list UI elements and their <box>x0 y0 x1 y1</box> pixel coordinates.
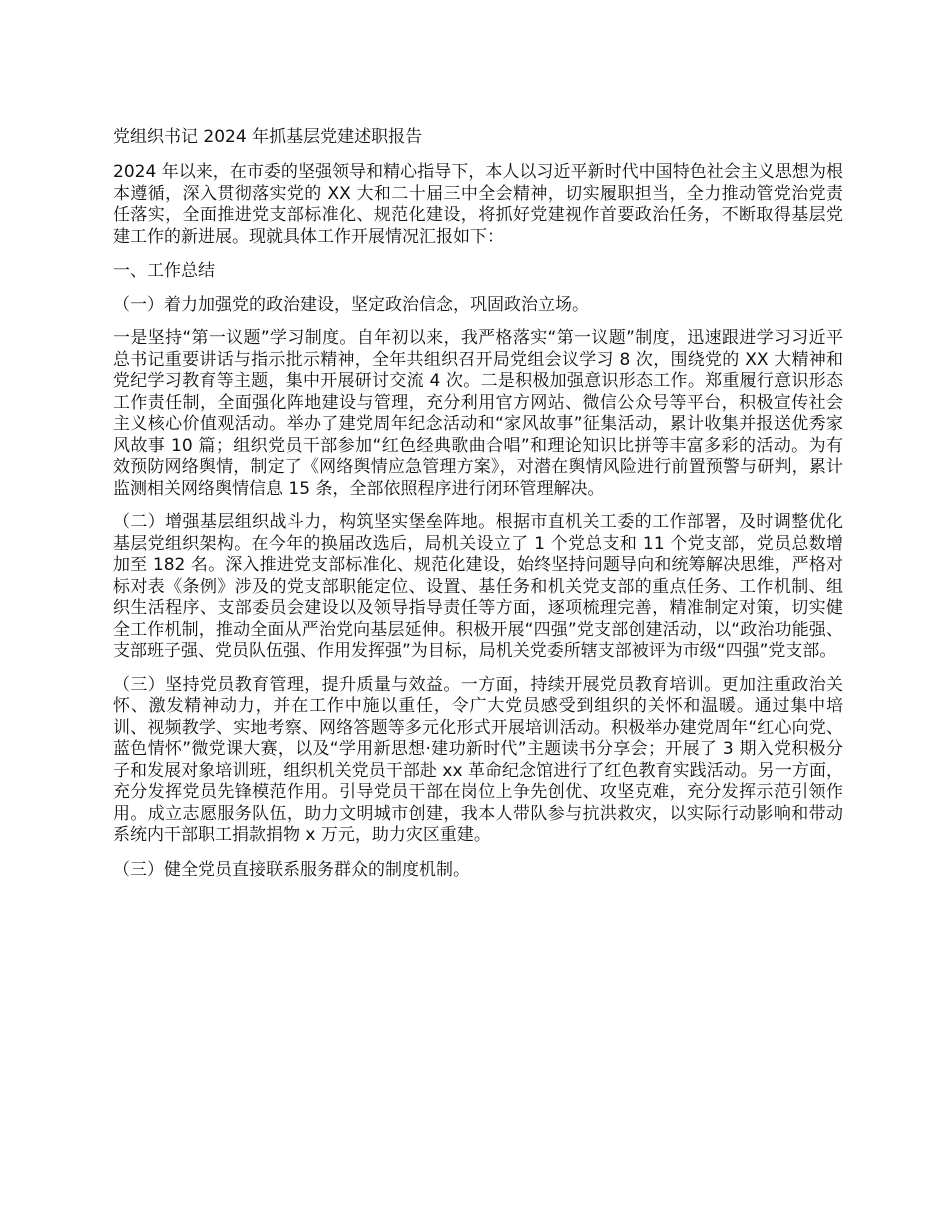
subsection-3-paragraph: （三）坚持党员教育管理，提升质量与效益。一方面，持续开展党员教育培训。更加注重政治关怀、激发精神动力，并在工作中施以重任，令广大党员感受到组织的关怀和温暖。通过集中培训、视频教学、实地考察、网络答题等多元化形式开展培训活动。积极举办建党周年“红心向党、蓝色情怀”微党课大赛，以及“学用新思想·建功新时代”主题读书分享会；开展了 3 期入党积极分子和发展对象培训班，组织机关党员干部赴 xx 革命纪念馆进行了红色教育实践活动。另一方面，充分发挥党员先锋模范作用。引导党员干部在岗位上争先创优、攻坚克难，充分发挥示范引领作用。成立志愿服务队伍，助力文明城市创建，我本人带队参与抗洪救灾，以实际行动影响和带动系统内干部职工捐款捐物 x 万元，助力灾区重建。 <box>113 674 843 845</box>
section-heading-1: 一、工作总结 <box>113 261 215 281</box>
intro-paragraph: 2024 年以来，在市委的坚强领导和精心指导下，本人以习近平新时代中国特色社会主义思想为根本遵循，深入贯彻落实党的 XX 大和二十届三中全会精神，切实履职担当，全力推动管党治党责任落实，全面推进党支部标准化、规范化建设，将抓好党建视作首要政治任务，不断取得基层党建工作的新进展。现就具体工作开展情况汇报如下： <box>113 162 843 247</box>
subsection-heading-4: （三）健全党员直接联系服务群众的制度机制。 <box>113 859 470 880</box>
subsection-1-paragraph: 一是坚持“第一议题”学习制度。自年初以来，我严格落实“第一议题”制度，迅速跟进学习习近平总书记重要讲话与指示批示精神，全年共组织召开局党组会议学习 8 次，围绕党的 XX 大精神和党纪学习教育等主题，集中开展研讨交流 4 次。二是积极加强意识形态工作。郑重履行意识形态工作责任制，全面强化阵地建设与管理，充分利用官方网站、微信公众号等平台，积极宣传社会主义核心价值观活动。举办了建党周年纪念活动和“家风故事”征集活动，累计收集并报送优秀家风故事 10 篇；组织党员干部参加“红色经典歌曲合唱”和理论知识比拼等丰富多彩的活动。为有效预防网络舆情，制定了《网络舆情应急管理方案》，对潜在舆情风险进行前置预警与研判，累计监测相关网络舆情信息 15 条，全部依照程序进行闭环管理解决。 <box>113 328 843 499</box>
document-page <box>113 125 843 893</box>
document-title: 党组织书记 2024 年抓基层党建述职报告 <box>113 127 423 147</box>
subsection-2-paragraph: （二）增强基层组织战斗力，构筑坚实堡垒阵地。根据市直机关工委的工作部署，及时调整优化基层党组织架构。在今年的换届改选后，局机关设立了 1 个党总支和 11 个党支部，党员总数增加至 182 名。深入推进党支部标准化、规范化建设，始终坚持问题导向和统筹解决思维，严格对标对表《条例》涉及的党支部职能定位、设置、基任务和机关党支部的重点任务、工作机制、组织生活程序、支部委员会建设以及领导指导责任等方面，逐项梳理完善，精准制定对策，切实健全工作机制，推动全面从严治党向基层延伸。积极开展“四强”党支部创建活动，以“政治功能强、支部班子强、党员队伍强、作用发挥强”为目标，局机关党委所辖支部被评为市级“四强”党支部。 <box>113 512 843 661</box>
subsection-heading-1: （一）着力加强党的政治建设，坚定政治信念，巩固政治立场。 <box>113 295 589 315</box>
